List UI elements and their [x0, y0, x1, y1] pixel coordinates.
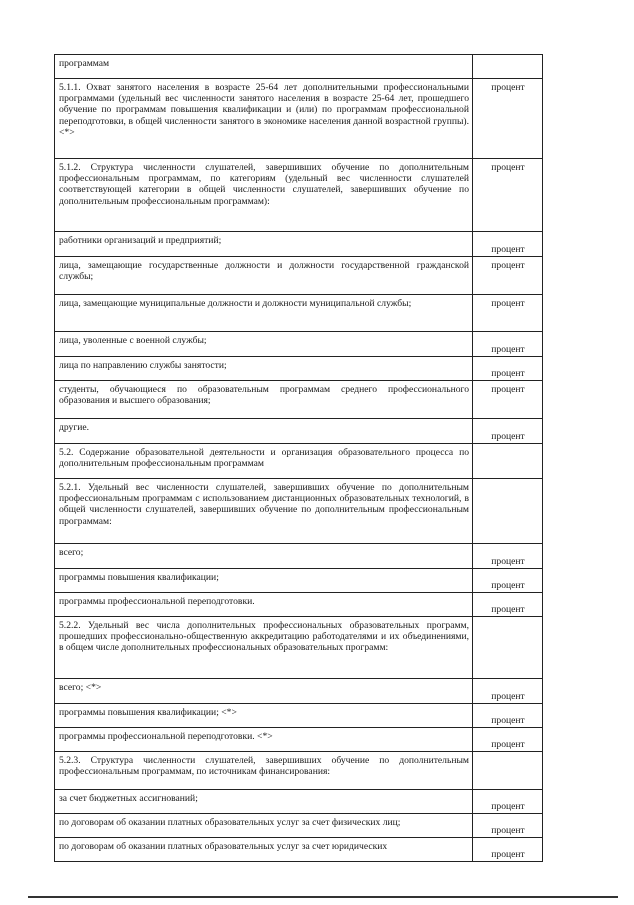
table-row [55, 357, 543, 381]
table-row [55, 159, 543, 232]
table-row [55, 569, 543, 593]
indicator-text: по договорам об оказании платных образовательных услуг за счет юридических [55, 838, 473, 862]
unit-cell [473, 55, 543, 79]
unit-cell: процент [473, 544, 543, 569]
indicator-text: лица, уволенные с военной службы; [55, 332, 473, 357]
table-row [55, 257, 543, 295]
table-row [55, 479, 543, 544]
unit-cell: процент [473, 790, 543, 814]
indicator-text: всего; <*> [55, 679, 473, 704]
unit-cell: процент [473, 704, 543, 728]
unit-cell: процент [473, 332, 543, 357]
unit-cell: процент [473, 381, 543, 419]
indicator-text: лица, замещающие муниципальные должности и должности муниципальной службы; [55, 295, 473, 332]
indicator-text: всего; [55, 544, 473, 569]
table-row [55, 752, 543, 790]
table-row [55, 814, 543, 838]
table-row [55, 332, 543, 357]
unit-cell: процент [473, 593, 543, 617]
table-row [55, 790, 543, 814]
table-row [55, 55, 543, 79]
indicator-text: за счет бюджетных ассигнований; [55, 790, 473, 814]
unit-cell: процент [473, 728, 543, 752]
table-row [55, 295, 543, 332]
section-heading: 5.2. Содержание образовательной деятельности и организация образовательного процесса по дополнительным профессиональным программам [55, 444, 473, 479]
indicator-text: 5.2.2. Удельный вес числа дополнительных профессиональных образовательных программ, прошедших профессионально-общественную аккредитацию работодателями и их объединениями, в общем числе дополнительных профессиональных образовательных программ: [55, 617, 473, 679]
unit-cell: процент [473, 814, 543, 838]
indicator-text: программы повышения квалификации; <*> [55, 704, 473, 728]
unit-cell: процент [473, 679, 543, 704]
indicator-text: программы профессиональной переподготовки. <*> [55, 728, 473, 752]
unit-cell [473, 752, 543, 790]
indicator-text: другие. [55, 419, 473, 444]
table-row [55, 232, 543, 257]
table-row [55, 79, 543, 159]
table-row [55, 704, 543, 728]
unit-cell [473, 444, 543, 479]
table-row [55, 544, 543, 569]
table-row [55, 444, 543, 479]
unit-cell: процент [473, 79, 543, 159]
unit-cell: процент [473, 419, 543, 444]
unit-cell: процент [473, 257, 543, 295]
unit-cell [473, 617, 543, 679]
indicator-text: студенты, обучающиеся по образовательным программам среднего профессионального образования и высшего образования; [55, 381, 473, 419]
table-row [55, 419, 543, 444]
indicator-text: по договорам об оказании платных образовательных услуг за счет физических лиц; [55, 814, 473, 838]
unit-cell: процент [473, 159, 543, 232]
indicator-text: 5.2.3. Структура численности слушателей, завершивших обучение по дополнительным профессиональным программам, по источникам финансирования: [55, 752, 473, 790]
indicator-text: программы профессиональной переподготовки. [55, 593, 473, 617]
indicator-text: лица, замещающие государственные должности и должности государственной гражданской службы; [55, 257, 473, 295]
table-row [55, 617, 543, 679]
indicator-text: 5.2.1. Удельный вес численности слушателей, завершивших обучение по дополнительным профессиональным программам с использованием дистанционных образовательных технологий, в общей численности слушателей, завершивших обучение по дополнительным профессиональным программам: [55, 479, 473, 544]
indicator-text: 5.1.1. Охват занятого населения в возрасте 25-64 лет дополнительными профессиональными программами (удельный вес численности занятого населения в возрасте 25-64 лет, прошедшего обучение по программам повышения квалификации и (или) по программам профессиональной переподготовки, в общей численности занятого в экономике населения данной возрастной группы). <*> [55, 79, 473, 159]
page-bottom-rule [28, 896, 618, 898]
table-row [55, 728, 543, 752]
unit-cell: процент [473, 232, 543, 257]
unit-cell [473, 479, 543, 544]
indicator-text: 5.1.2. Структура численности слушателей, завершивших обучение по дополнительным профессиональным программам, по категориям (удельный вес численности слушателей соответствующей категории в общей численности слушателей, завершивших обучение по дополнительным профессиональным программам): [55, 159, 473, 232]
indicators-table [54, 54, 543, 862]
unit-cell: процент [473, 357, 543, 381]
table-body [55, 55, 543, 862]
unit-cell: процент [473, 295, 543, 332]
indicator-text: программам [55, 55, 473, 79]
unit-cell: процент [473, 569, 543, 593]
table-row [55, 381, 543, 419]
indicator-text: программы повышения квалификации; [55, 569, 473, 593]
unit-cell: процент [473, 838, 543, 862]
table-row [55, 679, 543, 704]
table-row [55, 838, 543, 862]
indicator-text: лица по направлению службы занятости; [55, 357, 473, 381]
table-row [55, 593, 543, 617]
indicator-text: работники организаций и предприятий; [55, 232, 473, 257]
